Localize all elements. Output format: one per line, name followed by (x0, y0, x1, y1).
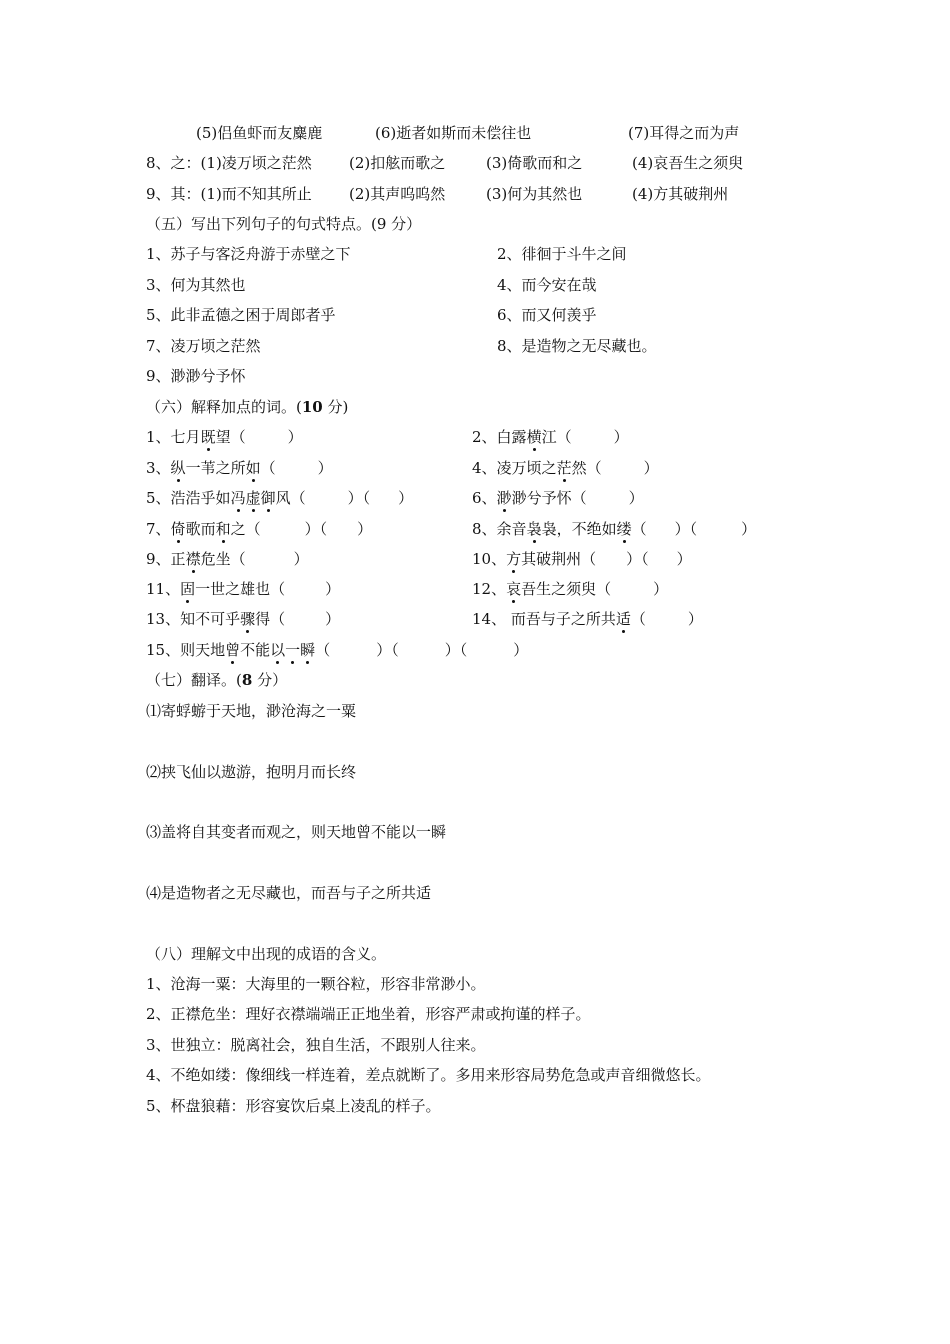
word-item-14: 14、 而吾与子之所共适（ ） (472, 610, 703, 628)
sentence-item-2: 2、徘徊于斗牛之间 (497, 245, 627, 263)
word-item-3: 3、纵一苇之所如（ ） (146, 459, 333, 477)
zhi-usage-4: (4)哀吾生之须臾 (632, 154, 744, 172)
sentence-item-9: 9、渺渺兮予怀 (146, 367, 246, 385)
translation-item-4: ⑷是造物者之无尽藏也，而吾与子之所共适 (146, 884, 432, 902)
word-item-4: 4、凌万顷之茫然（ ） (472, 459, 659, 477)
word-item-2: 2、白露横江（ ） (472, 428, 629, 446)
word-item-8: 8、余音袅袅，不绝如缕（ ）（ ） (472, 520, 757, 538)
qi-usage-4: (4)方其破荆州 (632, 185, 729, 203)
word-item-11: 11、固一世之雄也（ ） (146, 580, 341, 598)
zhi-usage-3: (3)倚歌而和之 (486, 154, 583, 172)
qi-usage-2: (2)其声呜呜然 (349, 185, 446, 203)
translation-item-1: ⑴寄蜉蝣于天地，渺沧海之一粟 (146, 702, 357, 720)
section-7-title: （七）翻译。(8 分） (146, 671, 288, 689)
sentence-item-3: 3、何为其然也 (146, 276, 246, 294)
word-item-7: (7)耳得之而为声 (628, 124, 740, 142)
zhi-usage-1: 8、之：(1)凌万顷之茫然 (146, 154, 312, 172)
idiom-item-1: 1、沧海一粟：大海里的一颗谷粒，形容非常渺小。 (146, 975, 486, 993)
word-item-15: 15、则天地曾不能以一瞬（ ）（ ）（ ） (146, 641, 529, 659)
qi-usage-1: 9、其：(1)而不知其所止 (146, 185, 312, 203)
word-item-6: 6、渺渺兮予怀（ ） (472, 489, 644, 507)
section-6-title: （六）解释加点的词。(10 分) (146, 398, 349, 416)
word-item-13: 13、知不可乎骤得（ ） (146, 610, 341, 628)
sentence-item-1: 1、苏子与客泛舟游于赤壁之下 (146, 245, 351, 263)
zhi-usage-2: (2)扣舷而歌之 (349, 154, 446, 172)
idiom-item-4: 4、不绝如缕：像细线一样连着，差点就断了。多用来形容局势危急或声音细微悠长。 (146, 1066, 711, 1084)
idiom-item-2: 2、正襟危坐：理好衣襟端端正正地坐着，形容严肃或拘谨的样子。 (146, 1005, 591, 1023)
section-5-title: （五）写出下列句子的句式特点。(9 分） (146, 215, 422, 233)
word-item-7: 7、倚歌而和之（ ）（ ） (146, 520, 373, 538)
word-item-1: 1、七月既望（ ） (146, 428, 303, 446)
word-item-9: 9、正襟危坐（ ） (146, 550, 309, 568)
sentence-item-6: 6、而又何羡乎 (497, 306, 597, 324)
sentence-item-4: 4、而今安在哉 (497, 276, 597, 294)
word-item-5: 5、浩浩乎如冯虚御风（ ）（ ） (146, 489, 414, 507)
qi-usage-3: (3)何为其然也 (486, 185, 583, 203)
sentence-item-7: 7、凌万顷之茫然 (146, 337, 261, 355)
idiom-item-5: 5、杯盘狼藉：形容宴饮后桌上凌乱的样子。 (146, 1097, 441, 1115)
word-item-5: (5)侣鱼虾而友麋鹿 (196, 124, 323, 142)
word-item-6: (6)逝者如斯而未偿往也 (375, 124, 532, 142)
word-item-12: 12、哀吾生之须臾（ ） (472, 580, 669, 598)
idiom-item-3: 3、世独立：脱离社会，独自生活，不跟别人往来。 (146, 1036, 486, 1054)
sentence-item-8: 8、是造物之无尽藏也。 (497, 337, 657, 355)
translation-item-3: ⑶盖将自其变者而观之，则天地曾不能以一瞬 (146, 823, 447, 841)
sentence-item-5: 5、此非孟德之困于周郎者乎 (146, 306, 336, 324)
word-item-10: 10、方其破荆州（ ）（ ） (472, 550, 692, 568)
translation-item-2: ⑵挟飞仙以遨游，抱明月而长终 (146, 763, 357, 781)
section-8-title: （八）理解文中出现的成语的含义。 (146, 945, 387, 963)
